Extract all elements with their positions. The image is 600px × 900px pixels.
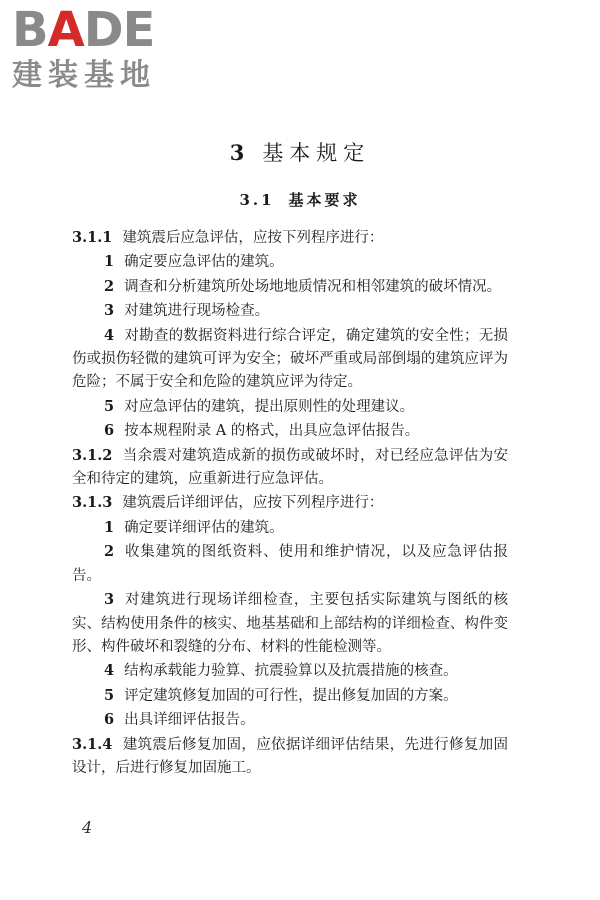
chapter-number: 3	[229, 140, 251, 165]
page-number: 4	[82, 818, 93, 837]
clause-number: 3.1.3	[72, 494, 113, 512]
list-item	[72, 516, 508, 540]
section-title	[0, 188, 600, 212]
clause-number: 3.1.4	[72, 735, 113, 753]
paragraph-text: 评定建筑修复加固的可行性，提出修复加固的方案。	[124, 687, 458, 704]
list-item	[72, 250, 508, 274]
item-number: 1	[104, 518, 115, 536]
logo-wordmark	[12, 4, 182, 56]
section-number: 3.1	[239, 191, 275, 209]
chapter-title	[0, 138, 600, 168]
paragraph-text: 确定要应急评估的建筑。	[124, 254, 284, 271]
logo-subtitle: 建装基地	[12, 58, 156, 93]
clause-paragraph	[72, 444, 508, 492]
item-number: 4	[104, 326, 115, 344]
logo-letter-b: B	[12, 2, 48, 58]
list-item	[72, 419, 508, 443]
paragraph-text: 建筑震后详细评估，应按下列程序进行：	[122, 495, 384, 512]
list-item	[72, 659, 508, 683]
list-item	[72, 540, 508, 588]
paragraph-text: 结构承载能力验算、抗震验算以及抗震措施的核查。	[124, 663, 458, 680]
paragraph-text: 当余震对建筑造成新的损伤或破坏时，对已经应急评估为安全和待定的建筑，应重新进行应急评估。	[72, 447, 508, 488]
logo-letter-a: A	[47, 2, 84, 58]
item-number: 5	[104, 686, 115, 704]
bade-logo	[12, 4, 182, 94]
item-number: 1	[104, 253, 115, 271]
list-item	[72, 708, 508, 732]
paragraph-text: 对应急评估的建筑，提出原则性的处理建议。	[124, 398, 415, 415]
item-number: 4	[104, 662, 115, 680]
clause-paragraph	[72, 491, 508, 515]
paragraph-text: 建筑震后修复加固，应依据详细评估结果，先进行修复加固设计，后进行修复加固施工。	[72, 736, 508, 776]
paragraph-text: 按本规程附录 A 的格式，出具应急评估报告。	[124, 423, 420, 440]
item-number: 2	[104, 543, 115, 561]
list-item	[72, 684, 508, 708]
clause-paragraph	[72, 226, 508, 250]
list-item	[72, 324, 508, 395]
logo-letters-de: DE	[83, 2, 155, 58]
list-item	[72, 299, 508, 323]
paragraph-text: 对建筑进行现场检查。	[124, 303, 270, 320]
chapter-heading: 基本规定	[262, 141, 371, 165]
item-number: 2	[104, 277, 115, 295]
list-item	[72, 395, 508, 419]
paragraph-text: 出具详细评估报告。	[124, 712, 255, 729]
item-number: 6	[104, 422, 115, 440]
paragraph-text: 对勘查的数据资料进行综合评定，确定建筑的安全性；无损伤或损伤轻微的建筑可评为安全；破坏严重或局部倒塌的建筑应评为危险；不属于安全和危险的建筑应评为待定。	[72, 327, 508, 391]
section-heading: 基本要求	[288, 191, 361, 209]
paragraph-text: 确定要详细评估的建筑。	[124, 519, 284, 536]
item-number: 6	[104, 711, 115, 729]
paragraph-text: 收集建筑的图纸资料、使用和维护情况，以及应急评估报告。	[72, 544, 508, 584]
paragraph-text: 建筑震后应急评估，应按下列程序进行：	[122, 230, 384, 246]
list-item	[72, 275, 508, 299]
paragraph-text: 调查和分析建筑所处场地地质情况和相邻建筑的破坏情况。	[124, 278, 502, 295]
item-number: 5	[104, 397, 115, 415]
item-number: 3	[104, 591, 115, 609]
item-number: 3	[104, 302, 115, 320]
paragraph-text: 对建筑进行现场详细检查，主要包括实际建筑与图纸的核实、结构使用条件的核实、地基基础和上部结构的详细检查、构件变形、构件破坏和裂缝的分布、材料的性能检测等。	[72, 592, 508, 655]
list-item	[72, 588, 508, 659]
clause-paragraph	[72, 733, 508, 781]
document-body	[72, 226, 508, 780]
clause-number: 3.1.1	[72, 229, 113, 246]
clause-number: 3.1.2	[72, 446, 113, 464]
